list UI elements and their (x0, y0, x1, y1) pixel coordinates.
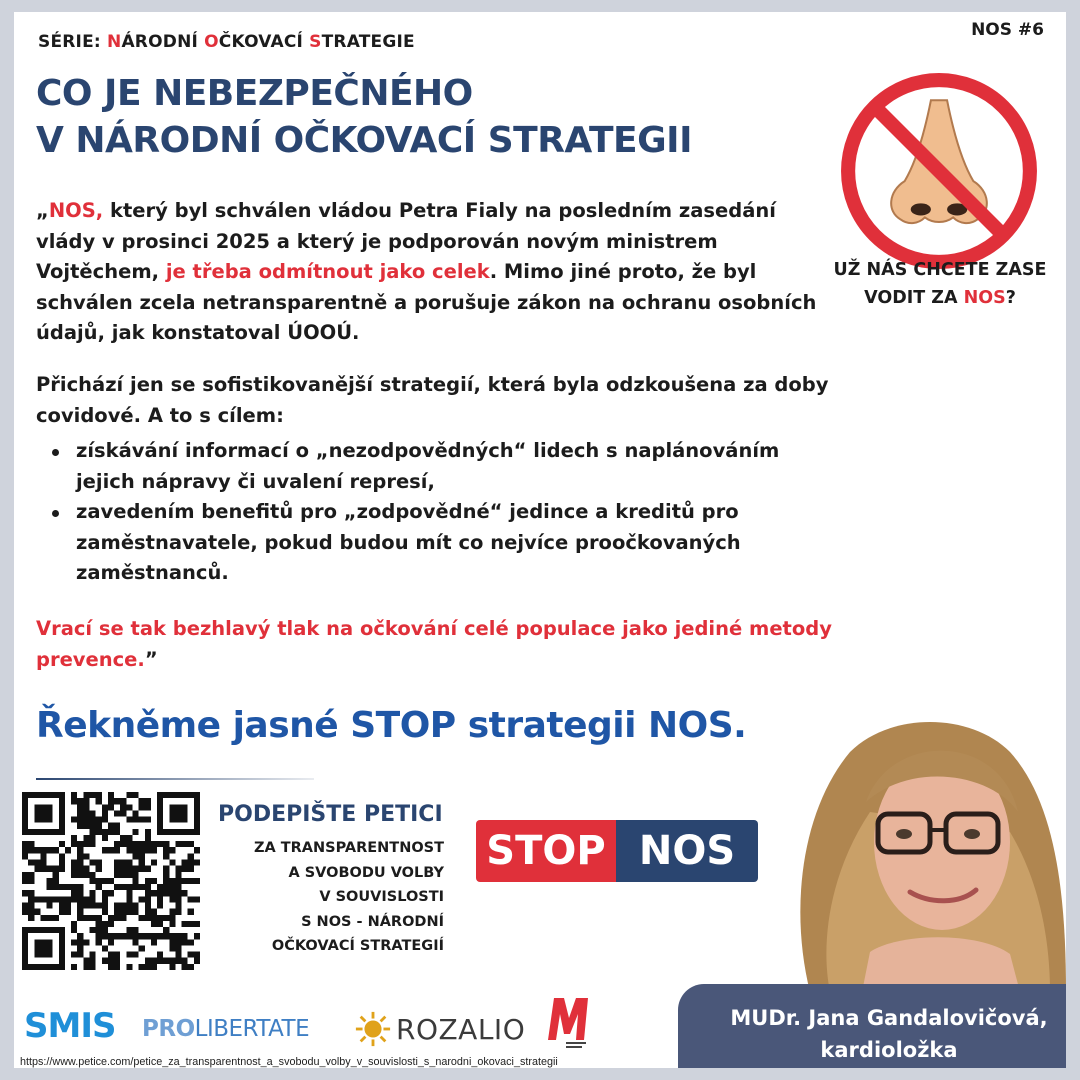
petition-line: ZA TRANSPARENTNOST (253, 840, 444, 856)
prolibertate-logo (142, 1016, 309, 1042)
episode-number: NOS #6 (971, 20, 1044, 40)
nos-highlight: NOS, (48, 199, 104, 222)
smis-logo: SMIS (24, 1006, 116, 1046)
close-quote: ” (144, 647, 158, 671)
question-mark: ? (1005, 288, 1016, 308)
prolibertate-logo-pro: PRO (142, 1016, 195, 1042)
poster (14, 12, 1066, 1068)
title-line-2: V NÁRODNÍ OČKOVACÍ STRATEGII (36, 120, 692, 161)
badge-stop: STOP (476, 820, 616, 882)
series-prefix: SÉRIE: (38, 32, 108, 52)
petition-line: A SVOBODU VOLBY (288, 864, 444, 881)
petition-url[interactable]: https://www.petice.com/petice_za_transparentnost_a_svobodu_volby_v_souvislosti_s_narodni_okovaci_strategii (20, 1056, 558, 1068)
conclusion-highlight: Vrací se tak bezhlavý tlak na očkování celé populace jako jediné metody prevence. (36, 617, 832, 671)
m-logo-icon (544, 992, 594, 1052)
author-name (704, 1002, 1066, 1066)
series-word-3: TRATEGIE (321, 32, 415, 52)
portrait-photo (770, 692, 1066, 992)
open-quote: „ (36, 199, 49, 222)
petition-subtitle (228, 836, 444, 959)
petition-heading: PODEPIŠTE PETICI (218, 802, 443, 827)
reject-highlight: je třeba odmítnout jako celek (165, 260, 490, 283)
title-line-1: CO JE NEBEZPEČNÉHO (36, 73, 473, 114)
rozalio-logo: ROZALIO (396, 1013, 526, 1046)
question-text-a: UŽ NÁS CHCETE ZASE VODIT ZA (833, 260, 1047, 308)
quote-paragraph-3 (36, 614, 836, 675)
list-item: zavedením benefitů pro „zodpovědné“ jedince a kreditů pro zaměstnavatele, pokud budou mít co nejvíce proočkovaných zaměstnanců. (36, 497, 826, 589)
side-question (814, 256, 1066, 312)
goals-list (36, 436, 826, 589)
rozalio-sun-icon (354, 1010, 392, 1048)
paragraph-1-text-b: . Mimo jiné proto, že byl schválen zcela netransparentně a porušuje zákon na ochranu osobních údajů, jak konstatoval ÚOOÚ. (36, 260, 817, 344)
prolibertate-logo-rest: LIBERTATE (194, 1016, 310, 1042)
series-initial-s: S (309, 32, 322, 52)
petition-line: S NOS - NÁRODNÍ (301, 913, 444, 930)
series-word-2: ČKOVACÍ (218, 32, 310, 52)
question-nos: NOS (963, 288, 1006, 308)
page-title (36, 70, 692, 164)
series-initial-o: O (204, 32, 219, 52)
quote-paragraph-2: Přichází jen se sofistikovanější strategií, která byla odzkoušena za doby covidové. A to s cílem: (36, 373, 829, 427)
petition-line: OČKOVACÍ STRATEGIÍ (271, 938, 444, 954)
slogan: Řekněme jasné STOP strategii NOS. (36, 705, 747, 746)
qr-code[interactable] (22, 792, 200, 970)
series-initial-n: N (107, 32, 122, 52)
series-label (38, 32, 415, 52)
badge-nos: NOS (616, 820, 758, 882)
no-nose-icon (838, 70, 1040, 272)
list-item: získávání informací o „nezodpovědných“ lidech s naplánováním jejich nápravy či uvalení represí, (36, 436, 826, 497)
paragraph-1-text-a: který byl schválen vládou Petra Fialy na posledním zasedání vlády v prosinci 2025 a který je podporován novým ministrem Vojtěchem, (36, 199, 776, 283)
stop-nos-badge (476, 820, 758, 882)
quote-paragraph-1 (36, 196, 836, 349)
divider (36, 778, 314, 780)
petition-line: V SOUVISLOSTI (319, 889, 444, 905)
author-fullname: MUDr. Jana Gandalovičová, (730, 1006, 1048, 1030)
author-role: kardioložka (820, 1038, 958, 1062)
series-word-1: ÁRODNÍ (121, 32, 205, 52)
